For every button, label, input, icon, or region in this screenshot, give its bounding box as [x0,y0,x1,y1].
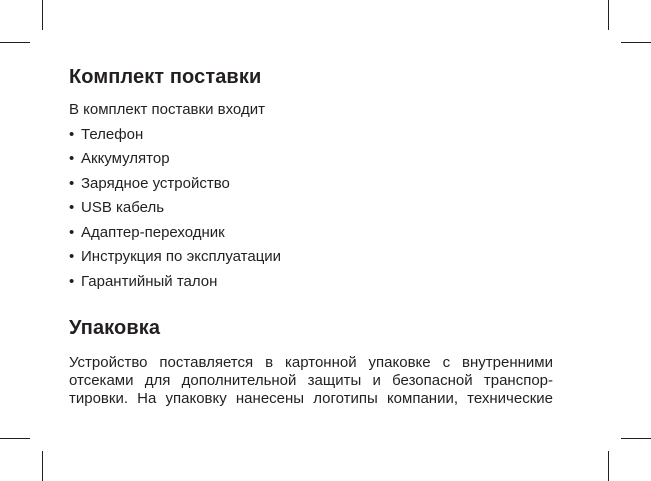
list-item-label: Телефон [81,125,144,143]
bullet: • [69,150,75,167]
list-item [69,221,553,246]
crop-mark-top-left-horizontal [0,42,30,43]
crop-mark-bottom-right-vertical [608,451,609,481]
paragraph-line: отсеками для дополнительной защиты и безопасной транспор- [69,372,553,389]
packaging-section-title: Упаковка [69,317,161,339]
list-item [69,196,553,221]
list-item-label: Зарядное устройство [81,174,230,192]
bullet: • [69,272,75,290]
list-item [69,147,553,172]
crop-mark-top-right-vertical [608,0,609,30]
list-item [69,245,553,270]
crop-mark-bottom-right-horizontal [621,438,651,439]
list-item-label: Инструкция по эксплуатации [81,248,282,265]
crop-mark-top-right-horizontal [621,42,651,43]
crop-mark-top-left-vertical [42,0,43,30]
list-item [69,270,553,295]
kit-intro: В комплект поставки входит [69,101,265,118]
bullet: • [69,199,75,216]
list-item-label: Адаптер-переходник [81,223,225,241]
bullet: • [69,223,75,241]
kit-list [69,123,553,295]
bullet: • [69,125,75,143]
paragraph-line: Устройство поставляется в картонной упаковке с внутренними [69,354,553,371]
bullet: • [69,174,75,192]
bullet: • [69,248,75,265]
list-item [69,172,553,197]
list-item [69,123,553,148]
crop-mark-bottom-left-horizontal [0,438,30,439]
packaging-paragraph [69,354,553,408]
list-item-label: Аккумулятор [81,150,170,167]
list-item-label: USB кабель [81,199,165,216]
page-content [69,64,553,408]
crop-mark-bottom-left-vertical [42,451,43,481]
paragraph-line: тировки. На упаковку нанесены логотипы компании, технические [69,390,553,407]
list-item-label: Гарантийный талон [81,272,218,290]
kit-section-title: Комплект поставки [69,66,262,88]
